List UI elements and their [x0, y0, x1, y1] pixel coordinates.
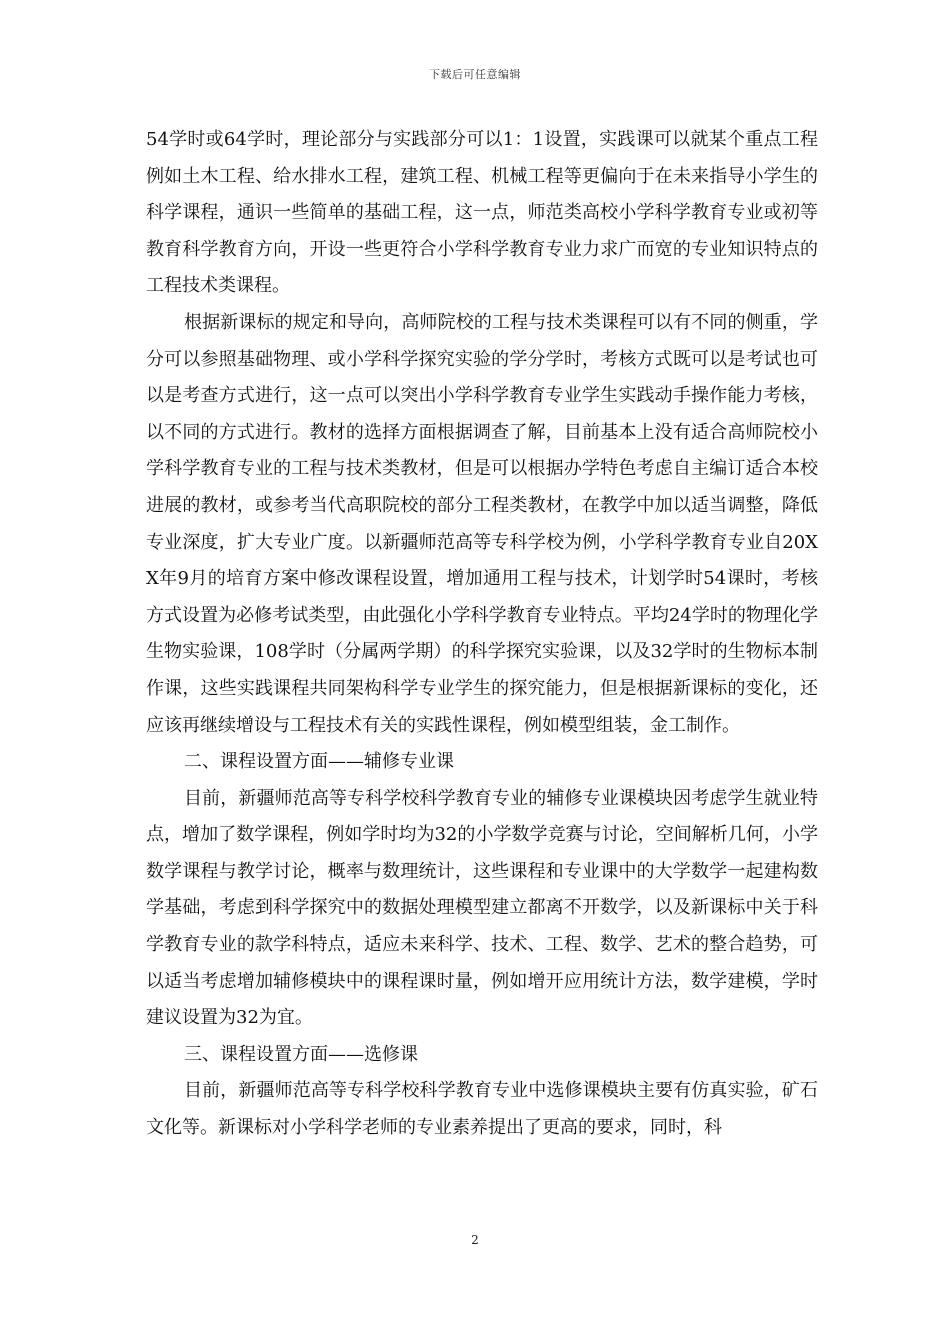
- section-heading-elective-courses: 三、课程设置方面——选修课: [184, 1043, 418, 1065]
- paragraph-continued: 54学时或64学时，理论部分与实践部分可以1：1设置，实践课可以就某个重点工程例如土木工程、给水排水工程，建筑工程、机械工程等更偏向于在未来指导小学生的科学课程，通识一些简单的基础工程，这一点，师范类高校小学科学教育专业或初等教育科学教育方向，开设一些更符合小学科学教育专业力求广而宽的专业知识特点的工程技术类课程。: [146, 129, 818, 297]
- document-body: [146, 122, 818, 1147]
- section-heading-minor-courses: 二、课程设置方面——辅修专业课: [184, 751, 454, 773]
- page-number: 2: [471, 1233, 479, 1247]
- paragraph-curriculum-guidance: 根据新课标的规定和导向，高师院校的工程与技术类课程可以有不同的侧重，学分可以参照基础物理、或小学科学探究实验的学分学时，考核方式既可以是考试也可以是考查方式进行，这一点可以突出小学科学教育专业学生实践动手操作能力考核，以不同的方式进行。教材的选择方面根据调查了解，目前基本上没有适合高师院校小学科学教育专业的工程与技术类教材，但是可以根据办学特色考虑自主编订适合本校进展的教材，或参考当代高职院校的部分工程类教材，在教学中加以适当调整，降低专业深度，扩大专业广度。以新疆师范高等专科学校为例，小学科学教育专业自20XX年9月的培育方案中修改课程设置，增加通用工程与技术，计划学时54课时，考核方式设置为必修考试类型，由此强化小学科学教育专业特点。平均24学时的物理化学生物实验课，108学时（分属两学期）的科学探究实验课，以及32学时的生物标本制作课，这些实践课程共同架构科学专业学生的探究能力，但是根据新课标的变化，还应该再继续增设与工程技术有关的实践性课程，例如模型组装，金工制作。: [146, 311, 818, 736]
- paragraph-minor-courses: 目前，新疆师范高等专科学校科学教育专业的辅修专业课模块因考虑学生就业特点，增加了数学课程，例如学时均为32的小学数学竞赛与讨论，空间解析几何，小学数学课程与教学讨论，概率与数理统计，这些课程和专业课中的大学数学一起建构数学基础，考虑到科学探究中的数据处理模型建立都离不开数学，以及新课标中关于科学教育专业的款学科特点，适应未来科学、技术、工程、数学、艺术的整合趋势，可以适当考虑增加辅修模块中的课程课时量，例如增开应用统计方法，数学建模，学时建议设置为32为宜。: [146, 787, 818, 1029]
- page-header: 下载后可任意编辑: [429, 68, 521, 81]
- paragraph-elective-courses: 目前，新疆师范高等专科学校科学教育专业中选修课模块主要有仿真实验，矿石文化等。新课标对小学科学老师的专业素养提出了更高的要求，同时，科: [146, 1080, 818, 1139]
